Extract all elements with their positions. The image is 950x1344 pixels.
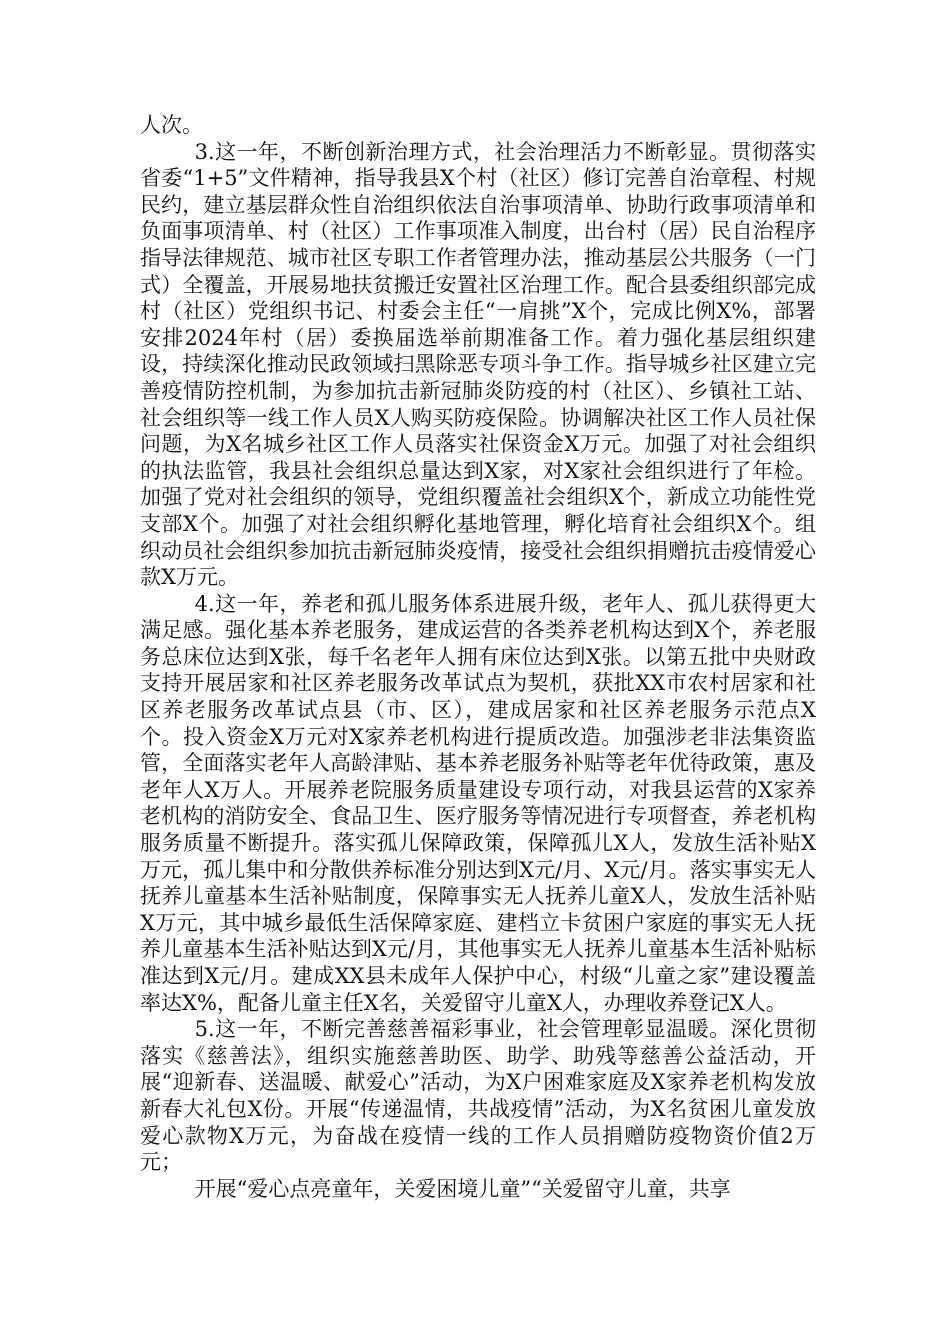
paragraph-continuation: 人次。 (140, 113, 203, 137)
paragraph-elderly-orphan-services: 4.这一年，养老和孤儿服务体系进展升级，老年人、孤儿获得更大满足感。强化基本养老服务，建成运营的各类养老机构达到X个，养老服务总床位达到X张，每千名老年人拥有床位达到X张。以第五批中央财政支持开展居家和社区养老服务改革试点为契机，获批XX市农村居家和社区养老服务改革试点县（市、区），建成居家和社区养老服务示范点X个。投入资金X万元对X家养老机构进行提质改造。加强涉老非法集资监管，全面落实老年人高龄津贴、基本养老服务补贴等老年优待政策，惠及老年人X万人。开展养老院服务质量建设专项行动，对我县运营的X家养老机构的消防安全、食品卫生、医疗服务等情况进行专项督查，养老机构服务质量不断提升。落实孤儿保障政策，保障孤儿X人，发放生活补贴X万元，孤儿集中和分散供养标准分别达到X元/月、X元/月。落实事实无人抚养儿童基本生活补贴制度，保障事实无人抚养儿童X人，发放生活补贴X万元，其中城乡最低生活保障家庭、建档立卡贫困户家庭的事实无人抚养儿童基本生活补贴达到X元/月，其他事实无人抚养儿童基本生活补贴标准达到X元/月。建成XX县未成年人保护中心，村级“儿童之家”建设覆盖率达X%，配备儿童主任X名，关爱留守儿童X人，办理收养登记X人。 (140, 591, 816, 1015)
document-page (140, 112, 816, 1202)
paragraph-child-care-activities: 开展“爱心点亮童年，关爱困境儿童”“关爱留守儿童，共享 (194, 1176, 731, 1201)
paragraph-social-governance: 3.这一年，不断创新治理方式，社会治理活力不断彰显。贯彻落实省委“1+5”文件精神，指导我县X个村（社区）修订完善自治章程、村规民约，建立基层群众性自治组织依法自治事项清单、协助行政事项清单和负面事项清单、村（社区）工作事项准入制度，出台村（居）民自治程序指导法律规范、城市社区专职工作者管理办法，推动基层公共服务（一门式）全覆盖，开展易地扶贫搬迁安置社区治理工作。配合县委组织部完成村（社区）党组织书记、村委会主任“一肩挑”X个，完成比例X%，部署安排2024年村（居）委换届选举前期准备工作。着力强化基层组织建设，持续深化推动民政领域扫黑除恶专项斗争工作。指导城乡社区建立完善疫情防控机制，为参加抗击新冠肺炎防疫的村（社区）、乡镇社工站、社会组织等一线工作人员X人购买防疫保险。协调解决社区工作人员社保问题，为X名城乡社区工作人员落实社保资金X万元。加强了对社会组织的执法监管，我县社会组织总量达到X家，对X家社会组织进行了年检。加强了党对社会组织的领导，党组织覆盖社会组织X个，新成立功能性党支部X个。加强了对社会组织孵化基地管理，孵化培育社会组织X个。组织动员社会组织参加抗击新冠肺炎疫情，接受社会组织捐赠抗击疫情爱心款X万元。 (140, 139, 816, 590)
paragraph-charity-welfare: 5.这一年，不断完善慈善福彩事业，社会管理彰显温暖。深化贯彻落实《慈善法》，组织实施慈善助医、助学、助残等慈善公益活动，开展“迎新春、送温暖、献爱心”活动，为X户困难家庭及X家养老机构发放新春大礼包X份。开展“传递温情，共战疫情”活动，为X名贫困儿童发放爱心款物X万元，为奋战在疫情一线的工作人员捐赠防疫物资价值2万元； (140, 1017, 816, 1175)
